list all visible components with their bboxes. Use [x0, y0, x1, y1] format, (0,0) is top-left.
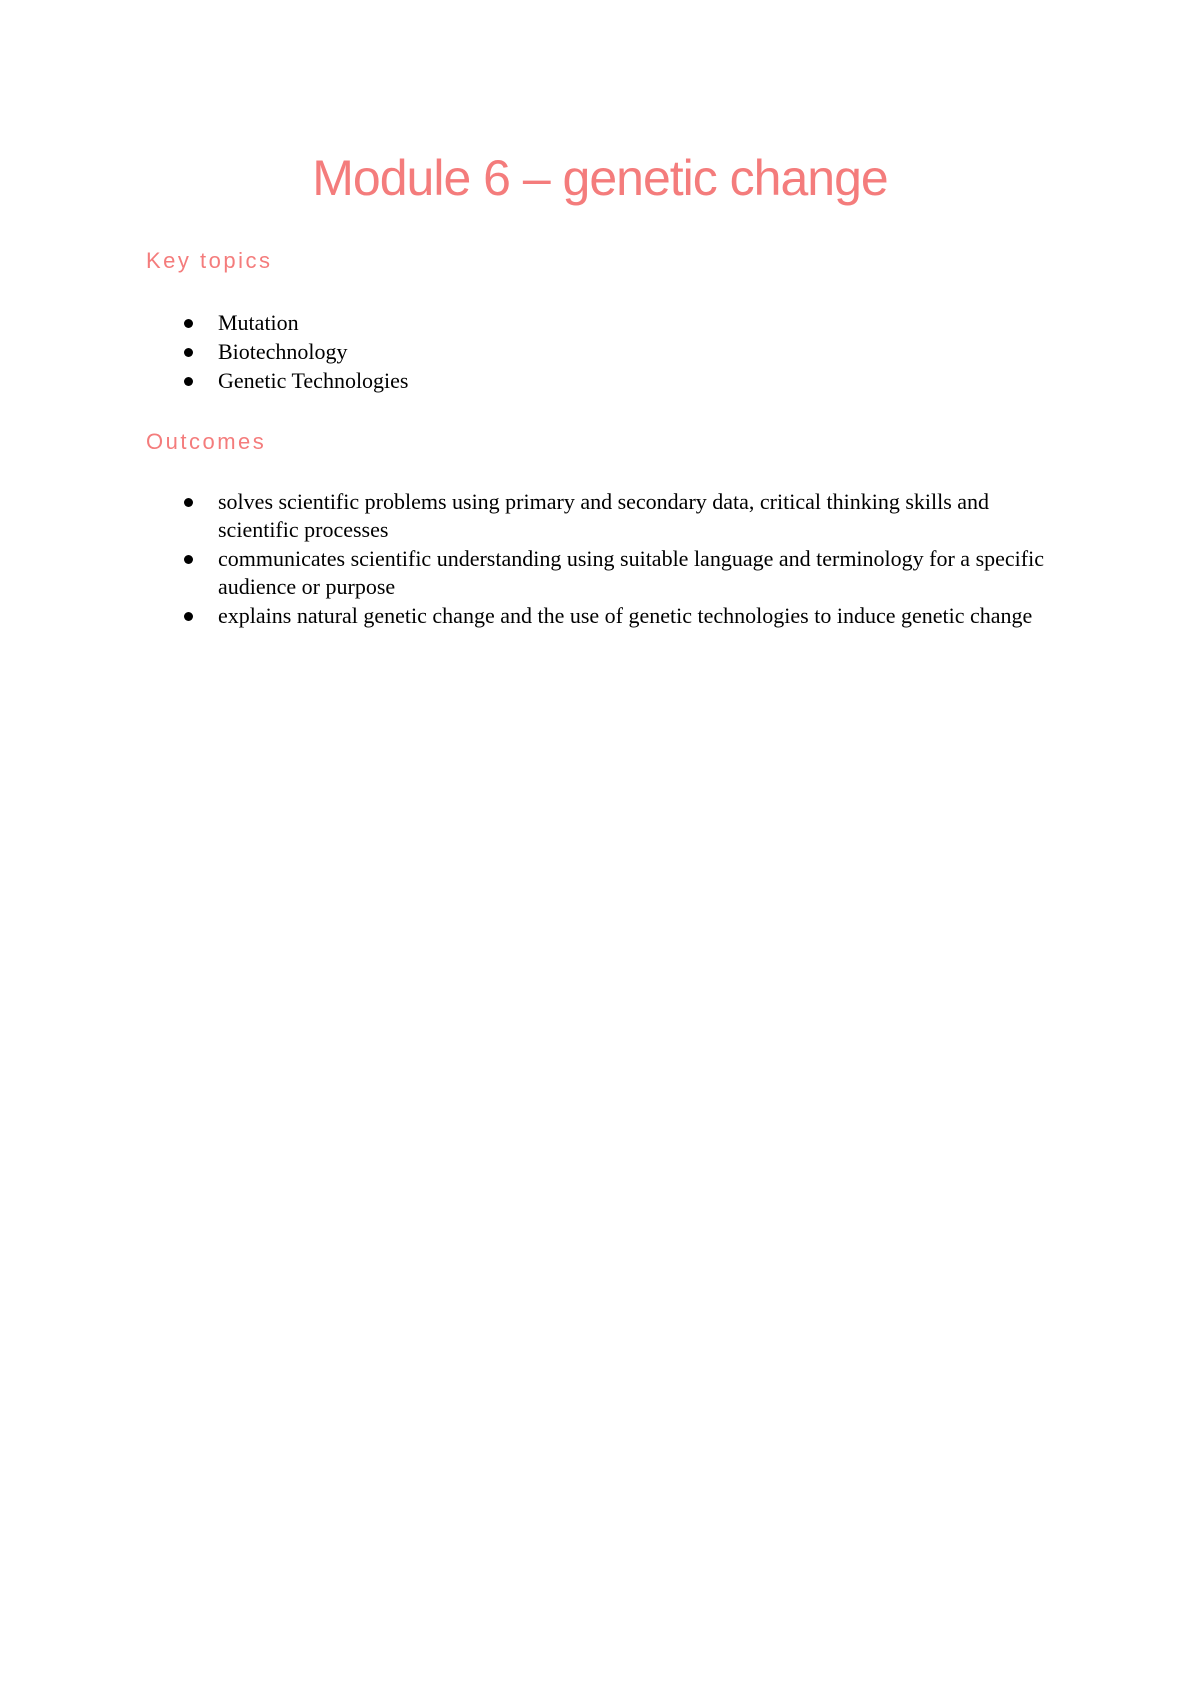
key-topics-heading: Key topics: [146, 248, 273, 273]
outcomes-heading: Outcomes: [146, 429, 267, 454]
key-topics-list: [0, 309, 1058, 396]
bullet-icon: [184, 377, 193, 386]
list-item-text: communicates scientific understanding using suitable language and terminology for a specific audience or purpose: [218, 546, 1044, 599]
list-item: [0, 488, 1058, 544]
page-title: Module 6 – genetic change: [312, 150, 888, 206]
list-item: [0, 338, 1058, 366]
list-item: [0, 545, 1058, 601]
list-item: [0, 367, 1058, 395]
bullet-icon: [184, 498, 193, 507]
bullet-icon: [184, 555, 193, 564]
list-item-text: solves scientific problems using primary and secondary data, critical thinking skills and scientific processes: [218, 489, 990, 542]
list-item-text: Genetic Technologies: [218, 368, 409, 393]
bullet-icon: [184, 612, 193, 621]
list-item-text: explains natural genetic change and the use of genetic technologies to induce genetic change: [218, 603, 1033, 628]
bullet-icon: [184, 319, 193, 328]
bullet-icon: [184, 348, 193, 357]
list-item-text: Biotechnology: [218, 339, 348, 364]
outcomes-list: [0, 488, 1058, 631]
list-item: [0, 602, 1058, 630]
list-item: [0, 309, 1058, 337]
list-item-text: Mutation: [218, 310, 299, 335]
